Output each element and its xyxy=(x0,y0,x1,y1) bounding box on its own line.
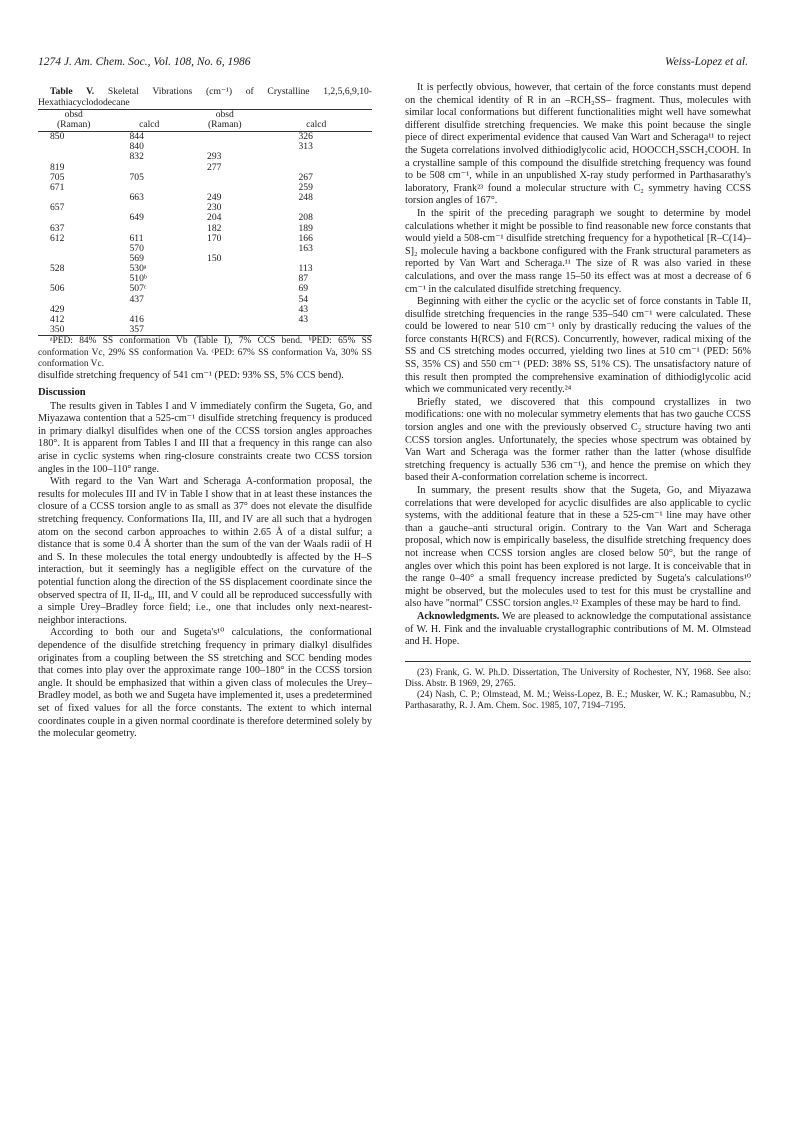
reference-item: (24) Nash, C. P.; Olmstead, M. M.; Weiss-Lopez, B. E.; Musker, W. K.; Ramasubbu, N.; Parthasarathy, R. J. Am. Chem. Soc. 1985, 107, 7194–7195. xyxy=(405,688,751,710)
paragraph: The results given in Tables I and V immediately confirm the Sugeta, Go, and Miyazawa contention that a 525-cm⁻¹ disulfide stretching frequency is produced in primary dialkyl disulfides when one of the CCSS torsion angles approaches 180°. It is apparent from Tables I and III that a frequency in this range can also arise in cyclic systems when ring-closure constraints create two CCSS torsion angles in the 100–110° range. xyxy=(38,400,372,475)
table-row xyxy=(38,315,372,325)
table-row xyxy=(38,213,372,223)
table-cell xyxy=(260,254,372,264)
table-row xyxy=(38,244,372,254)
col-calcd-2: calcd xyxy=(260,120,372,132)
table-cell: 43 xyxy=(298,303,309,315)
table-cell: 510ᵇ xyxy=(129,273,147,285)
table-cell xyxy=(38,244,109,254)
reference-item: (23) Frank, G. W. Ph.D. Dissertation, The University of Rochester, NY, 1968. See also: Diss. Abstr. B 1969, 29, 2765. xyxy=(405,666,751,688)
table-cell xyxy=(189,173,260,183)
table-cell: 649 xyxy=(129,212,144,224)
table-cell: 832 xyxy=(129,151,144,163)
table-cell: 357 xyxy=(129,324,144,336)
table-row xyxy=(38,183,372,193)
table-cell xyxy=(38,274,109,284)
col-raman-2: (Raman) xyxy=(189,120,260,132)
table-cell: 189 xyxy=(298,222,313,234)
table-cell: 612 xyxy=(50,232,65,244)
table-cell: 850 xyxy=(50,131,65,143)
references xyxy=(405,661,751,711)
table-row xyxy=(38,193,372,203)
table-cell: 204 xyxy=(207,212,222,224)
table-cell xyxy=(189,142,260,152)
table-cell: 163 xyxy=(298,242,313,254)
table-cell: 113 xyxy=(298,263,313,275)
table-cell: 267 xyxy=(298,171,313,183)
table-caption-label: Table V. xyxy=(50,86,95,97)
table-cell xyxy=(38,295,109,305)
table-cell xyxy=(189,183,260,193)
table-caption xyxy=(38,86,372,109)
paragraph: With regard to the Van Wart and Scheraga A-conformation proposal, the results for molecules III and IV in Table I show that in at least these instances the closure of a CCSS torsion angle to as small as 37° does not elevate the disulfide stretching frequency. Conformations IIa, III, and IV are all such that a hydrogen atom on the second carbon approaches to within 2.65 Å of a distal sulfur; a distance that is some 0.4 Å shorter than the sum of the van der Waals radii of H and S. In these molecules the total energy undoubtedly is affected by the H–S interaction, but it seemingly has a negligible effect on the curvature of the potential function along the direction of the SS displacement coordinate since the observed spectra of II, II-d₈, III, and V could all be reproduced successfully with a simple Urey–Bradley force field; i.e., one that includes only next-nearest-neighbor interactions. xyxy=(38,476,372,626)
table-cell: 326 xyxy=(298,131,313,143)
table-cell: 313 xyxy=(298,141,313,153)
table-cell xyxy=(38,254,109,264)
table-cell: 277 xyxy=(207,161,222,173)
table-cell: 182 xyxy=(207,222,222,234)
table-cell: 530ᵃ xyxy=(129,263,147,275)
table-cell xyxy=(38,213,109,223)
table-cell: 43 xyxy=(298,313,309,325)
col-obsd-2: obsd xyxy=(215,108,234,120)
table-cell: 150 xyxy=(207,253,222,264)
table-cell xyxy=(38,193,109,203)
table-row xyxy=(38,325,372,336)
table-cell: 293 xyxy=(207,151,222,163)
table-cell xyxy=(38,152,109,162)
author-running-title: Weiss-Lopez et al. xyxy=(665,56,748,68)
table-cell xyxy=(189,315,260,325)
table-row xyxy=(38,234,372,244)
table-cell: 840 xyxy=(129,141,144,153)
table-cell: 248 xyxy=(298,192,313,204)
table-cell xyxy=(260,203,372,213)
table-cell: 208 xyxy=(298,212,313,224)
table-row xyxy=(38,264,372,274)
table-row xyxy=(38,163,372,173)
table-row xyxy=(38,132,372,143)
table-cell: 412 xyxy=(50,313,65,325)
table-cell xyxy=(189,305,260,315)
table-cell: 528 xyxy=(50,263,65,275)
table-row xyxy=(38,203,372,213)
table-cell xyxy=(260,163,372,173)
table-cell xyxy=(260,325,372,336)
table-body xyxy=(38,132,372,336)
table-cell: 637 xyxy=(50,222,65,234)
table-cell: 437 xyxy=(129,293,144,305)
table-row xyxy=(38,274,372,284)
table-cell: 230 xyxy=(207,202,222,214)
table-cell: 844 xyxy=(129,131,144,143)
table-cell: 166 xyxy=(298,232,313,244)
table-row xyxy=(38,295,372,305)
table-row xyxy=(38,254,372,264)
table-cell: 705 xyxy=(50,171,65,183)
table-cell xyxy=(189,132,260,143)
table-cell xyxy=(109,305,189,315)
table-cell: 663 xyxy=(129,192,144,204)
col-calcd-1: calcd xyxy=(109,120,189,132)
table-cell: 570 xyxy=(129,242,144,254)
table-cell xyxy=(38,142,109,152)
table-row xyxy=(38,284,372,294)
table-cell xyxy=(189,325,260,336)
table-cell: 671 xyxy=(50,181,65,193)
vibrations-table xyxy=(38,109,372,336)
table-cell: 249 xyxy=(207,192,222,204)
table-row xyxy=(38,173,372,183)
paragraph: In the spirit of the preceding paragraph we sought to determine by model calculations whether it might be possible to find reasonable new force constants that would yield a 508-cm⁻¹ disulfide stretching frequency for a hypothetical [R–C(14)–S]₂ molecule having a backbone configured with the Frank structural parameters as reported by Van Wart and Scheraga.¹¹ The size of R was also varied in these calculations, and over the mass range 15–50 its effect was at most a decrease of 6 cm⁻¹ in the calculated disulfide stretching frequency. xyxy=(405,207,751,295)
table-cell: 611 xyxy=(129,232,144,244)
table-row xyxy=(38,305,372,315)
table-cell: 569 xyxy=(129,253,144,264)
table-cell xyxy=(109,183,189,193)
table-cell xyxy=(189,295,260,305)
acknowledgments xyxy=(405,611,751,649)
continuation-text: disulfide stretching frequency of 541 cm⁻¹ (PED: 93% SS, 5% CCS bend). xyxy=(38,370,344,382)
col-raman-1: (Raman) xyxy=(38,120,109,132)
table-cell xyxy=(109,224,189,234)
table-footnotes: ᵃPED: 84% SS conformation Vb (Table I), 7% CCS bend. ᵇPED: 65% SS conformation Vc, 29% SS conformation Va. ᶜPED: 67% SS conformation Va, 30% SS conformation Vc. xyxy=(38,336,372,370)
table-caption-text: Skeletal Vibrations (cm⁻¹) of Crystalline 1,2,5,6,9,10-Hexathiacyclododecane xyxy=(38,86,373,109)
table-cell: 350 xyxy=(50,324,65,336)
table-cell xyxy=(189,284,260,294)
table-cell: 705 xyxy=(129,171,144,183)
table-cell: 429 xyxy=(50,303,65,315)
table-cell: 69 xyxy=(298,283,309,295)
left-column xyxy=(38,86,372,741)
table-cell: 819 xyxy=(50,161,65,173)
running-header xyxy=(38,56,748,72)
table-row xyxy=(38,152,372,162)
table-cell: 259 xyxy=(298,181,313,193)
table-cell: 170 xyxy=(207,232,222,244)
table-cell: 507ᶜ xyxy=(129,283,147,295)
table-cell: 506 xyxy=(50,283,65,295)
table-row xyxy=(38,224,372,234)
table-cell: 54 xyxy=(298,293,309,305)
table-cell xyxy=(189,264,260,274)
paragraph: It is perfectly obvious, however, that certain of the force constants must depend on the chemical identity of R in an –RCH₂SS– fragment. Thus, molecules with similar local conformations but different functionalities might well have somewhat different disulfide stretching frequencies. We make this point because the single piece of direct experimental evidence that caused Van Wart and Scheraga¹¹ to reject the Sugeta correlations involved dithiodiglycolic acid, HOOCCH₂SSCH₂COOH. In a crystalline sample of this compound the disulfide stretching frequency was found to be 508 cm⁻¹, while in an unpublished X-ray study performed in Parthasarathy's laboratory, Frank²³ found a molecular structure with C₂ symmetry having CCSS torsion angles of 167°. xyxy=(405,82,751,207)
table-cell: 416 xyxy=(129,313,144,325)
col-obsd-1: obsd xyxy=(64,108,83,120)
table-row xyxy=(38,142,372,152)
paragraph: Beginning with either the cyclic or the acyclic set of force constants in Table II, disulfide stretching frequencies in the range 535–540 cm⁻¹ were calculated. These could be lowered to near 510 cm⁻¹ only by drastically reducing the values of the force constants H(RCS) and F(RCS). Concurrently, however, radical mixing of the SS and CS stretching modes occurred, yielding two lines at 510 cm⁻¹ (PED: 56% SS, 35% CS) and 550 cm⁻¹ (PED: 38% SS, 51% CS). The unsatisfactory nature of this result then prompted the comprehensive examination of dithiodiglycolic acid which we communicated very recently.²⁴ xyxy=(405,296,751,396)
table-cell: 87 xyxy=(298,273,309,285)
right-column xyxy=(405,82,751,711)
section-heading-discussion: Discussion xyxy=(38,387,86,399)
table-cell xyxy=(260,152,372,162)
table-cell xyxy=(189,274,260,284)
paragraph: In summary, the present results show that the Sugeta, Go, and Miyazawa correlations that were developed for acyclic disulfides are also applicable to cyclic systems, with the additional feature that in these a 525-cm⁻¹ line may have other than a gauche–anti structural origin. Contrary to the Van Wart and Scheraga proposal, which now is empirically baseless, the disulfide stretching frequency does not increase when CCSS torsion angles are closed below 50°, but the range of angles over which this point has been explored is not large. It is conceivable that in the range 0–40° a small frequency increase predicted by Sugeta's calculations¹⁰ might be observed, but the molecules used to test for this must be crystalline and also have "normal" CSSC torsion angles.¹² Examples of these may be hard to find. xyxy=(405,485,751,610)
journal-citation: 1274 J. Am. Chem. Soc., Vol. 108, No. 6, 1986 xyxy=(38,56,251,68)
table-cell xyxy=(189,244,260,254)
table-cell xyxy=(109,203,189,213)
paragraph: Briefly stated, we discovered that this compound crystallizes in two modifications: one with no molecular symmetry elements that has two gauche CCSS torsion angles and one with the previously observed C₂ structure having two anti CCSS torsion angles. Unfortunately, the species whose spectrum was obtained by Van Wart and Scheraga was the former rather than the latter (whose disulfide stretching frequency is actually 536 cm⁻¹), and hence the premise on which they based their A-conformation correlation scheme is incorrect. xyxy=(405,396,751,484)
table-cell: 657 xyxy=(50,202,65,214)
ack-heading: Acknowledgments. xyxy=(417,610,500,622)
ack-text: We are pleased to acknowledge the computational assistance of W. H. Fink and the invaluable crystallographic contributions of M. M. Olmstead and H. Hope. xyxy=(405,610,751,648)
table-cell xyxy=(109,163,189,173)
paragraph: According to both our and Sugeta's¹⁰ calculations, the conformational dependence of the disulfide stretching frequency in primary dialkyl disulfides originates from a coupling between the SS stretching and SCC bending modes that comes into play over the approximate range 100–180° in the CCSS torsion angle. It should be emphasized that within a given class of molecules the Urey–Bradley model, as both we and Sugeta have implemented it, uses a predetermined set of fixed values for all the force constants. The extent to which internal coordinates couple in a given normal coordinate is therefore determined solely by the molecular geometry. xyxy=(38,627,372,740)
